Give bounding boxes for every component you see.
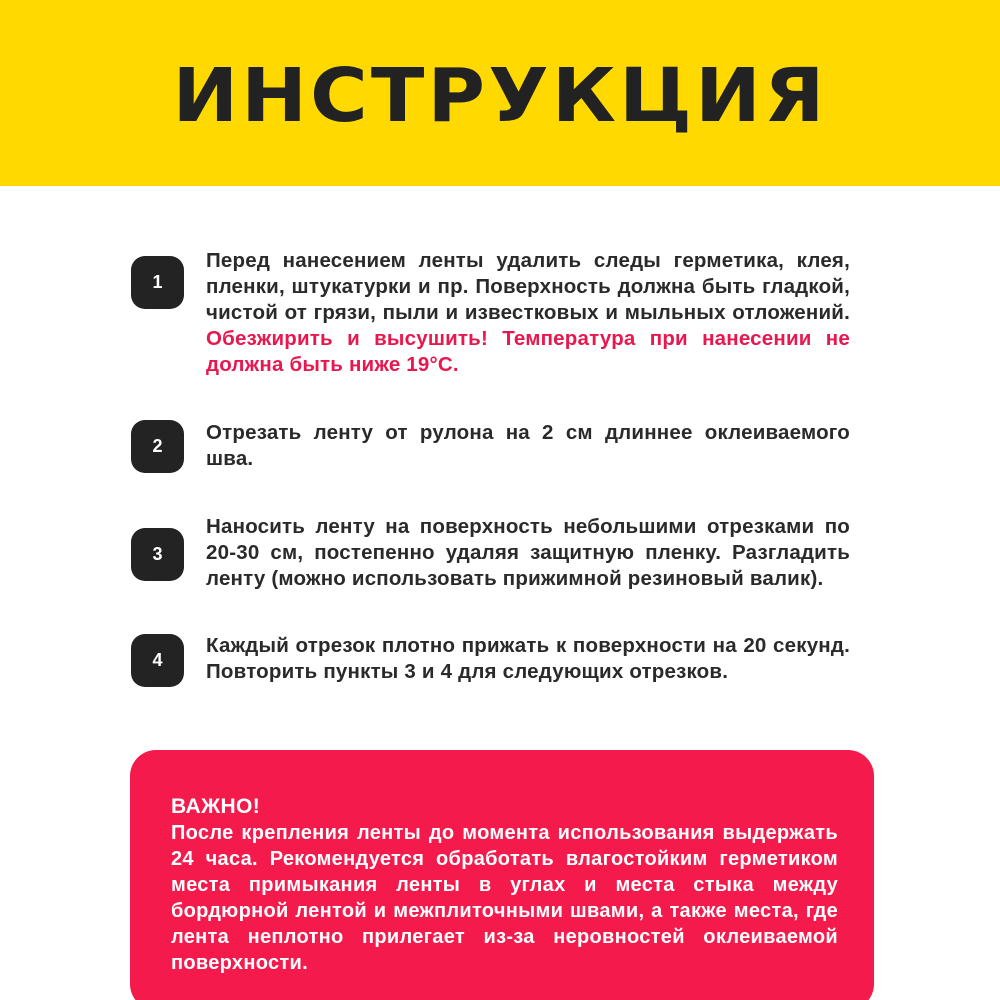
- notice-title: ВАЖНО!: [171, 795, 261, 818]
- step-2: [131, 420, 871, 473]
- step-number-badge: 3: [131, 528, 184, 581]
- step-1: [131, 248, 871, 378]
- notice-text: После крепления ленты до момента использования выдержать 24 часа. Рекомендуется обработать влагостойким герметиком места примыкания ленты в углах и места стыка между бордюрной лентой и межплиточными швами, а также места, где лента неплотно прилегает из-за неровностей оклеиваемой поверхности.: [171, 822, 838, 974]
- header-banner: [0, 0, 1000, 186]
- step-3-text: Наносить ленту на поверхность небольшими отрезками по 20-30 см, постепенно удаляя защитную пленку. Разгладить ленту (можно использовать прижимной резиновый валик).: [206, 515, 850, 590]
- step-1-highlight: Обезжирить и высушить! Температура при нанесении не должна быть ниже 19°C.: [206, 327, 850, 376]
- step-number-badge: 4: [131, 634, 184, 687]
- step-4: [131, 633, 871, 687]
- step-number-badge: 1: [131, 256, 184, 309]
- important-notice: [130, 750, 874, 1000]
- step-number-badge: 2: [131, 420, 184, 473]
- page-title: ИНСТРУКЦИЯ: [172, 53, 828, 139]
- step-1-body: Перед нанесением ленты удалить следы герметика, клея, пленки, штукатурки и пр. Поверхность должна быть гладкой, чистой от грязи, пыли и известковых и мыльных отложений.: [206, 249, 850, 324]
- step-3: [131, 514, 871, 592]
- step-4-text: Каждый отрезок плотно прижать к поверхности на 20 секунд. Повторить пункты 3 и 4 для следующих отрезков.: [206, 634, 850, 683]
- step-2-text: Отрезать ленту от рулона на 2 см длиннее оклеиваемого шва.: [206, 421, 850, 470]
- step-1-text: [206, 248, 850, 378]
